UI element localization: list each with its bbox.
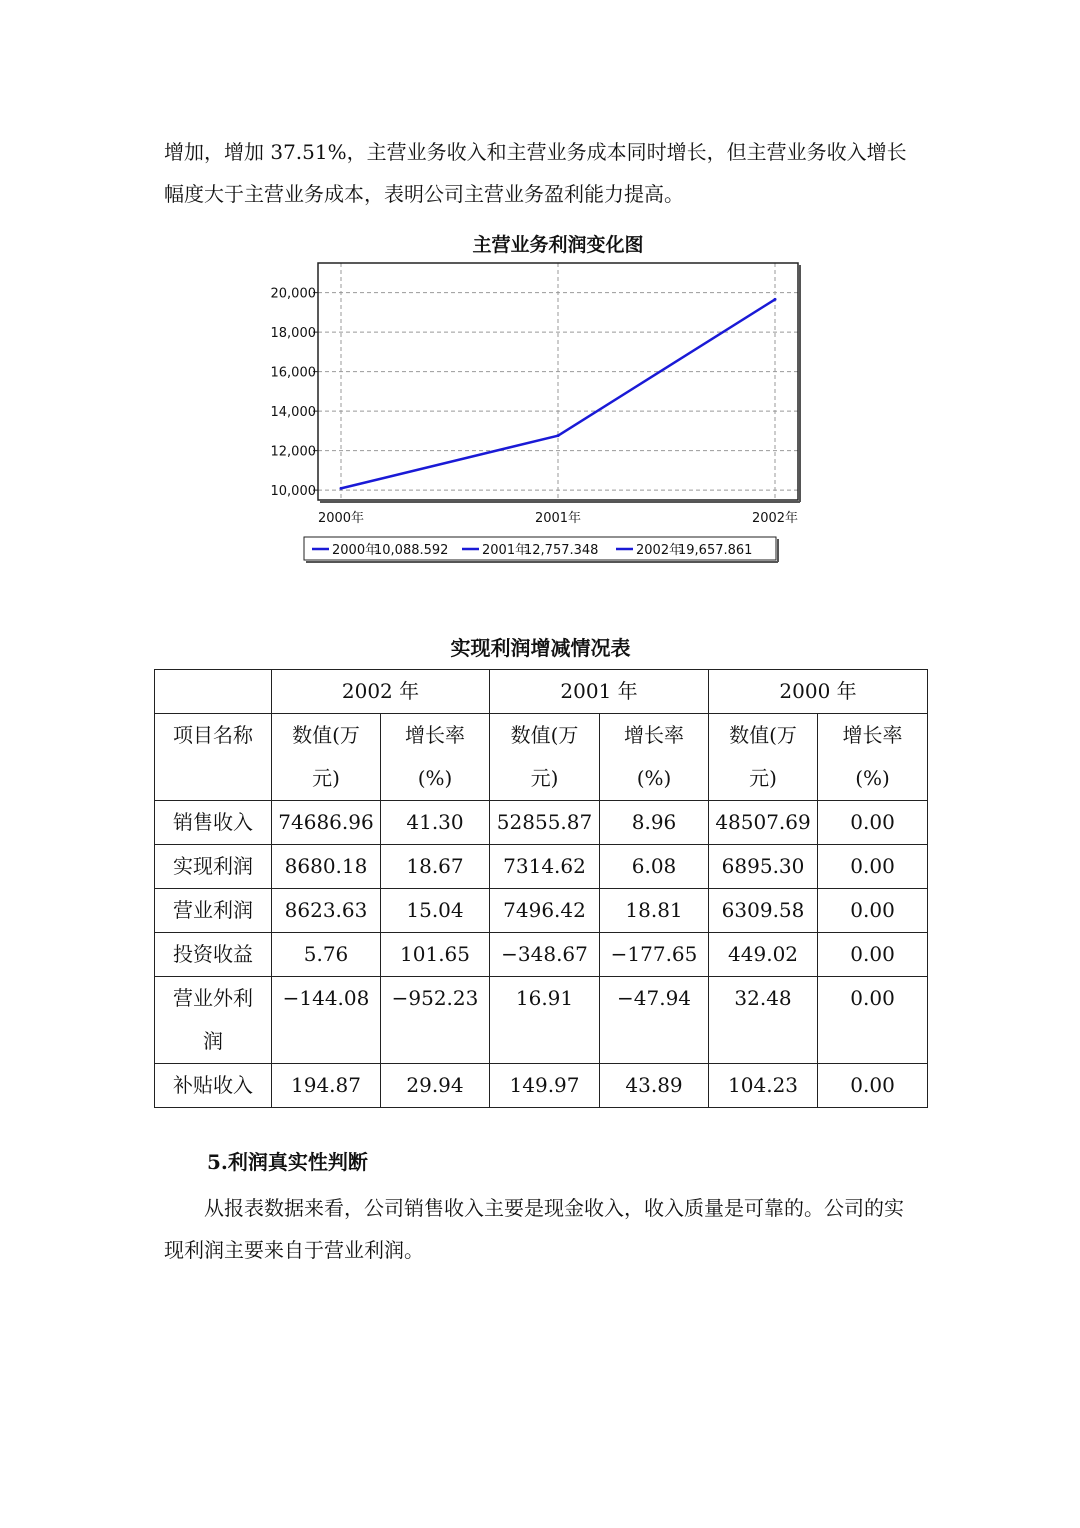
table-cell: 194.87 — [272, 1064, 381, 1108]
table-cell: 104.23 — [709, 1064, 818, 1108]
legend-year: 2000年 — [332, 543, 379, 558]
table-cell: 0.00 — [818, 845, 928, 889]
rate-header: 增长率(%) — [600, 714, 709, 801]
rate-header: 增长率(%) — [818, 714, 928, 801]
x-tick-label: 2001年 — [534, 511, 582, 526]
value-header: 数值(万元) — [272, 714, 381, 801]
table-cell: 0.00 — [818, 977, 928, 1064]
name-header: 项目名称 — [155, 714, 272, 801]
table-cell: 449.02 — [709, 933, 818, 977]
table-row — [155, 801, 928, 845]
value-header: 数值(万元) — [709, 714, 818, 801]
table-row — [155, 845, 928, 889]
table-cell: 5.76 — [272, 933, 381, 977]
table-row — [155, 977, 928, 1064]
year-header: 2001 年 — [490, 670, 709, 714]
table-cell: 18.67 — [381, 845, 490, 889]
section-paragraph: 从报表数据来看，公司销售收入主要是现金收入，收入质量是可靠的。公司的实现利润主要来自于营业利润。 — [164, 1196, 904, 1262]
table-cell: 15.04 — [381, 889, 490, 933]
table-cell: 8680.18 — [272, 845, 381, 889]
legend-year: 2002年 — [636, 543, 683, 558]
row-name: 营业利润 — [155, 889, 272, 933]
table-cell: 0.00 — [818, 889, 928, 933]
y-tick-label: 12,000 — [270, 444, 316, 460]
chart-title: 主营业务利润变化图 — [472, 234, 644, 256]
table-cell: 0.00 — [818, 933, 928, 977]
x-tick-label: 2000年 — [317, 511, 365, 526]
table-cell: 7496.42 — [490, 889, 600, 933]
table-cell: 0.00 — [818, 1064, 928, 1108]
table-cell: 74686.96 — [272, 801, 381, 845]
table-cell: 7314.62 — [490, 845, 600, 889]
data-point — [774, 298, 777, 301]
table-row — [155, 933, 928, 977]
table-cell: 41.30 — [381, 801, 490, 845]
table-cell: 32.48 — [709, 977, 818, 1064]
table-cell: −952.23 — [381, 977, 490, 1064]
row-name: 补贴收入 — [155, 1064, 272, 1108]
section-heading: 5.利润真实性判断 — [207, 1150, 368, 1174]
table-title: 实现利润增减情况表 — [450, 636, 631, 660]
table-row — [155, 889, 928, 933]
table-cell: 101.65 — [381, 933, 490, 977]
table-cell: 6.08 — [600, 845, 709, 889]
y-tick-label: 14,000 — [270, 405, 316, 421]
chart-canvas — [255, 225, 815, 570]
empty-header-cell — [155, 670, 272, 714]
profit-table — [154, 669, 928, 1108]
row-name: 营业外利润 — [155, 977, 272, 1064]
table-column-header-row — [155, 714, 928, 801]
table-cell: 0.00 — [818, 801, 928, 845]
y-tick-label: 10,000 — [270, 484, 316, 500]
y-tick-label: 16,000 — [270, 365, 316, 381]
table-cell: 52855.87 — [490, 801, 600, 845]
table-cell: 29.94 — [381, 1064, 490, 1108]
value-header: 数值(万元) — [490, 714, 600, 801]
table-cell: 6895.30 — [709, 845, 818, 889]
table-cell: 18.81 — [600, 889, 709, 933]
table-cell: −177.65 — [600, 933, 709, 977]
data-point — [340, 487, 343, 490]
table-cell: 16.91 — [490, 977, 600, 1064]
table-cell: 8.96 — [600, 801, 709, 845]
legend-value: 10,088.592 — [374, 543, 449, 558]
row-name: 实现利润 — [155, 845, 272, 889]
table-cell: −144.08 — [272, 977, 381, 1064]
intro-paragraph: 增加，增加 37.51%，主营业务收入和主营业务成本同时增长，但主营业务收入增长幅度大于主营业务成本，表明公司主营业务盈利能力提高。 — [164, 140, 907, 206]
data-point — [557, 434, 560, 437]
table-year-header-row — [155, 670, 928, 714]
y-tick-label: 18,000 — [270, 326, 316, 342]
table-cell: 8623.63 — [272, 889, 381, 933]
row-name: 投资收益 — [155, 933, 272, 977]
table-cell: −47.94 — [600, 977, 709, 1064]
profit-line-chart — [255, 225, 815, 570]
year-header: 2002 年 — [272, 670, 490, 714]
x-tick-label: 2002年 — [751, 511, 799, 526]
year-header: 2000 年 — [709, 670, 928, 714]
table-cell: 48507.69 — [709, 801, 818, 845]
rate-header: 增长率(%) — [381, 714, 490, 801]
table-cell: 43.89 — [600, 1064, 709, 1108]
legend-value: 12,757.348 — [524, 543, 599, 558]
table-row — [155, 1064, 928, 1108]
y-tick-label: 20,000 — [270, 286, 316, 302]
table-cell: 149.97 — [490, 1064, 600, 1108]
row-name: 销售收入 — [155, 801, 272, 845]
table-cell: 6309.58 — [709, 889, 818, 933]
legend-value: 19,657.861 — [678, 543, 753, 558]
legend-year: 2001年 — [482, 543, 529, 558]
table-cell: −348.67 — [490, 933, 600, 977]
